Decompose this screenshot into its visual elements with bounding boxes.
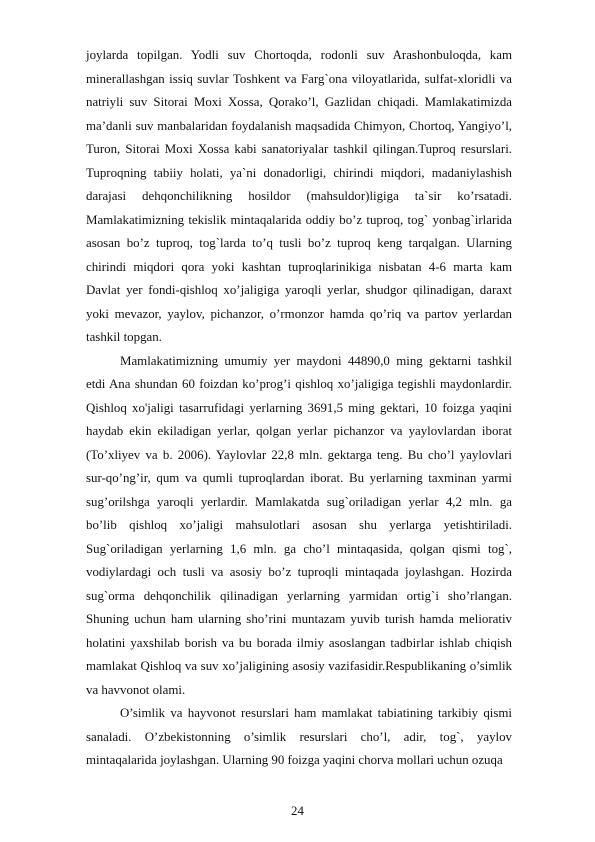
page-number: 24: [291, 804, 304, 818]
document-page: [86, 44, 512, 773]
paragraph-land-area: Mamlakatimizning umumiy yer maydoni 44890,0 ming gektarni tashkil etdi Ana shundan 60 foizdan ko’prog’i qishloq xo’jaligiga tegishli maydonlardir. Qishloq xo'jaligi tasarrufidagi yerlarning 3691,5 ming gektari, 10 foizga yaqini haydab ekin ekiladigan yerlar, qolgan yerlar pichanzor va yaylovlardan iborat (To’xliyev va b. 2006). Yaylovlar 22,8 mln. gektarga teng. Bu cho’l yaylovlari sur-qo’ng’ir, qum va qumli tuproqlardan iborat. Bu yerlarning taxminan yarmi sug’orilshga yaroqli yerlardir. Mamlakatda sug`oriladigan yerlar 4,2 mln. ga bo’lib qishloq xo’jaligi mahsulotlari asosan shu yerlarga yetishtiriladi. Sug`oriladigan yerlarning 1,6 mln. ga cho’l mintaqasida, qolgan qismi tog`, vodiylardagi och tusli va asosiy bo’z tuproqli mintaqada joylashgan. Hozirda sug`orma dehqonchilik qilinadigan yerlarning yarmidan ortig`i sho’rlangan. Shuning uchun ham ularning sho’rini muntazam yuvib turish hamda meliorativ holatini yaxshilab borish va bu borada ilmiy asoslangan tadbirlar ishlab chiqish mamlakat Qishloq va suv xo’jaligining asosiy vazifasidir.Respublikaning o’simlik va havvonot olami.: [86, 353, 512, 697]
paragraph-soil-resources: joylarda topilgan. Yodli suv Chortoqda, rodonli suv Arashonbuloqda, kam minerallashgan issiq suvlar Toshkent va Farg`ona viloyatlarida, sulfat-xloridli va natriyli suv Sitorai Moxi Xossa, Qorako’l, Gazlidan chiqadi. Mamlakatimizda ma’danli suv manbalaridan foydalanish maqsadida Chimyon, Chortoq, Yangiyo’l, Turon, Sitorai Moxi Xossa kabi sanatoriyalar tashkil qilingan.Tuproq resurslari. Tuproqning tabiiy holati, ya`ni donadorligi, chirindi miqdori, madaniylashish darajasi dehqonchilikning hosildor (mahsuldor)ligiga ta`sir ko’rsatadi. Mamlakatimizning tekislik mintaqalarida oddiy bo’z tuproq, tog` yonbag`irlarida asosan bo’z tuproq, tog`larda to’q tusli bo’z tuproq keng tarqalgan. Ularning chirindi miqdori qora yoki kashtan tuproqlarinikiga nisbatan 4-6 marta kam Davlat yer fondi-qishloq xo’jaligiga yaroqli yerlar, shudgor qilinadigan, daraxt yoki mevazor, yaylov, pichanzor, o’rmonzor hamda qo’riq va partov yerlardan tashkil topgan.: [86, 48, 512, 344]
paragraph-flora-fauna: O’simlik va hayvonot resurslari ham mamlakat tabiatining tarkibiy qismi sanaladi. O’zbekistonning o’simlik resurslari cho’l, adir, tog`, yaylov mintaqalarida joylashgan. Ularning 90 foizga yaqini chorva mollari uchun ozuqa: [86, 706, 512, 767]
